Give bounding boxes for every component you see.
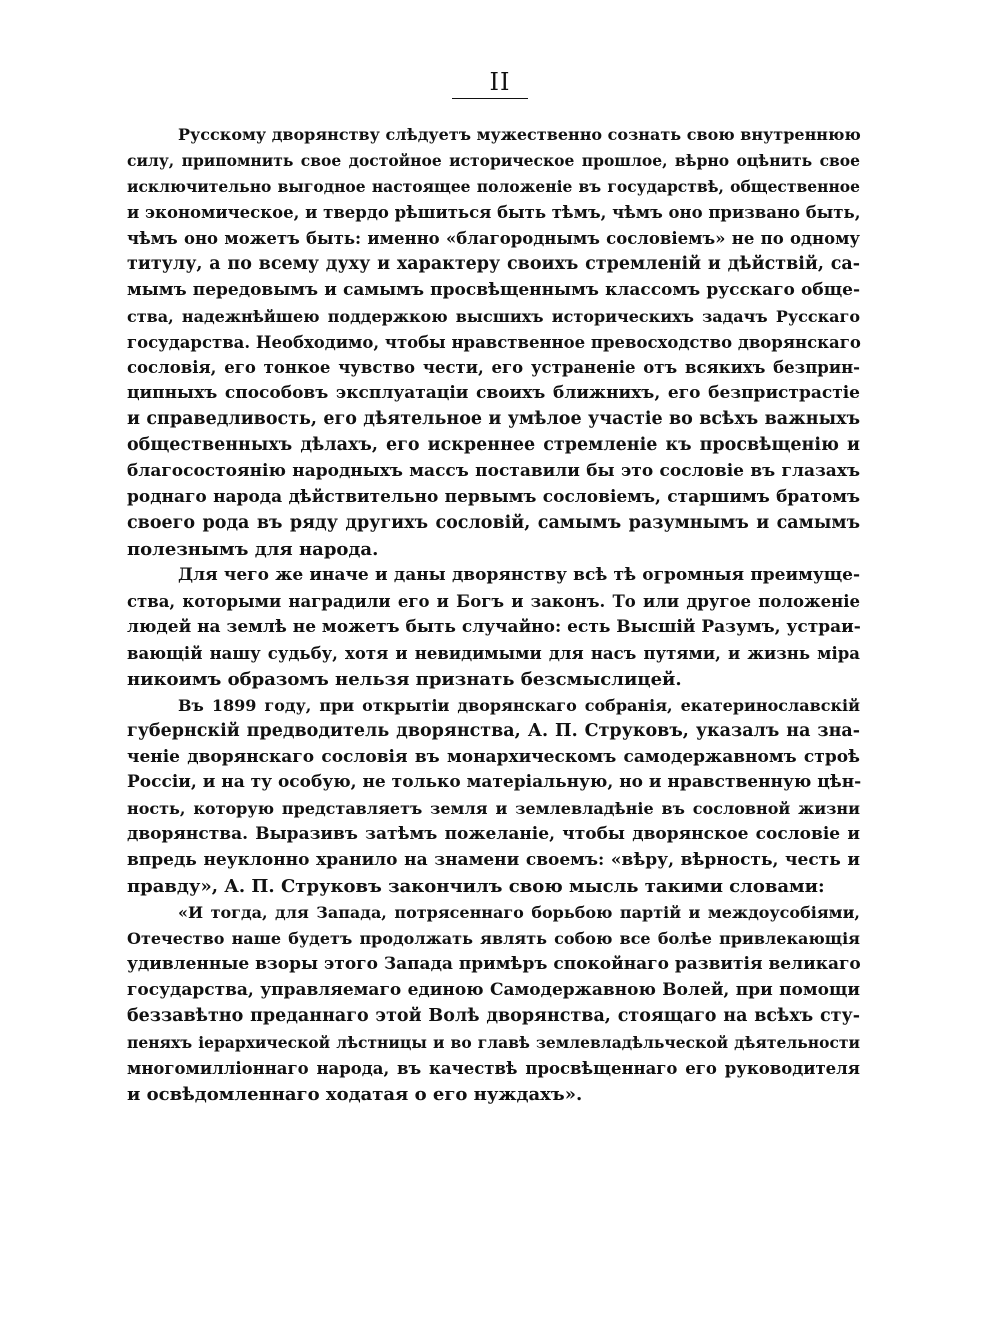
text-line: и справедливость, его дѣятельное и умѣлое участiе во всѣхъ важныхъ — [127, 409, 860, 430]
text-line: полезнымъ для народа. — [127, 539, 379, 560]
text-line: беззавѣтно преданнаго этой Волѣ дворянства, стоящаго на всѣхъ сту- — [127, 1005, 860, 1026]
text-line: людей на землѣ не можетъ быть случайно: есть Высшiй Разумъ, устраи- — [127, 616, 861, 637]
text-line: ность, которую представляетъ земля и землевладѣнiе въ сословной жизни — [127, 799, 860, 819]
text-line: своего рода въ ряду другихъ сословiй, самымъ разумнымъ и самымъ — [127, 513, 860, 534]
text-line: никоимъ образомъ нельзя признать безсмыслицей. — [127, 668, 682, 690]
paragraph-3 — [127, 693, 860, 901]
text-line: Для чего же иначе и даны дворянству всѣ тѣ огромныя преимуще- — [178, 564, 860, 585]
text-line: и экономическое, и твердо рѣшиться быть тѣмъ, чѣмъ оно призвано быть, — [127, 202, 861, 222]
page-number-rule — [452, 98, 528, 99]
text-line: дворянства. Выразивъ затѣмъ пожеланiе, чтобы дворянское сословiе и — [127, 824, 860, 845]
text-line: чѣмъ оно можетъ быть: именно «благороднымъ сословiемъ» не по одному — [127, 228, 860, 248]
text-line: ципныхъ способовъ эксплуатацiи своихъ ближнихъ, его безпристрастiе — [127, 383, 860, 404]
paragraph-2 — [127, 563, 860, 693]
text-line: Русскому дворянству слѣдуетъ мужественно сознать свою внутреннюю — [178, 125, 861, 144]
text-line: «И тогда, для Запада, потрясеннаго борьбою партiй и междоусобiями, — [178, 903, 860, 923]
paragraph-4-quote — [127, 900, 860, 1108]
text-line: государства, управляемаго единою Самодержавною Волей, при помощи — [127, 979, 860, 1000]
text-line: Россiи, и на ту особую, не только матерiальную, но и нравственную цѣн- — [127, 772, 862, 793]
text-line: губернскiй предводитель дворянства, А. П. Струковъ, указалъ на зна- — [127, 720, 860, 741]
text-line: ства, которыми наградили его и Богъ и законъ. То или другое положенiе — [127, 591, 860, 611]
text-line: благосостоянiю народныхъ массъ поставили бы это сословiе въ глазахъ — [127, 461, 860, 482]
text-line: ства, надежнѣйшею поддержкою высшихъ историческихъ задачъ Русскаго — [127, 306, 860, 326]
paragraph-1 — [127, 122, 860, 563]
text-line: ченiе дворянскаго сословiя въ монархическомъ самодержавномъ строѣ — [127, 746, 860, 767]
text-line: пеняхъ iерархической лѣстницы и во главѣ землевладѣльческой дѣятельности — [127, 1032, 860, 1052]
text-line: впредь неуклонно хранило на знамени своемъ: «вѣру, вѣрность, честь и — [127, 850, 860, 871]
text-line: государства. Необходимо, чтобы нравственное превосходство дворянскаго — [127, 332, 861, 352]
text-line: силу, припомнить свое достойное историческое прошлое, вѣрно оцѣнить свое — [127, 150, 860, 170]
page-number: II — [489, 68, 511, 96]
text-line: сословiя, его тонкое чувство чести, его устраненiе отъ всякихъ безприн- — [127, 358, 860, 378]
text-line: удивленные взоры этого Запада примѣръ спокойнаго развитiя великаго — [127, 954, 861, 974]
text-line: Отечество наше будетъ продолжать являть собою все болѣе привлекающiя — [127, 929, 860, 949]
text-line: исключительно выгодное настоящее положенiе въ государствѣ, общественное — [127, 176, 860, 196]
text-line: Въ 1899 году, при открытiи дворянскаго собранiя, екатеринославскiй — [178, 695, 860, 715]
text-line: мымъ передовымъ и самымъ просвѣщеннымъ классомъ русскаго обще- — [127, 279, 860, 300]
body-text — [127, 122, 860, 1108]
text-line: и освѣдомленнаго ходатая о его нуждахъ». — [127, 1083, 583, 1105]
text-line: роднаго народа дѣйствительно первымъ сословiемъ, старшимъ братомъ — [127, 487, 860, 508]
text-line: вающiй нашу судьбу, хотя и невидимыми для насъ путями, и жизнь мiра — [127, 643, 860, 663]
text-line: общественныхъ дѣлахъ, его искреннее стремленiе къ просвѣщенiю и — [127, 435, 860, 456]
text-line: титулу, а по всему духу и характеру своихъ стремленiй и дѣйствiй, са- — [127, 253, 860, 274]
text-line: правду», А. П. Струковъ закончилъ свою мысль такими словами: — [127, 876, 825, 898]
text-line: многомиллiоннаго народа, въ качествѣ просвѣщеннаго его руководителя — [127, 1058, 860, 1078]
